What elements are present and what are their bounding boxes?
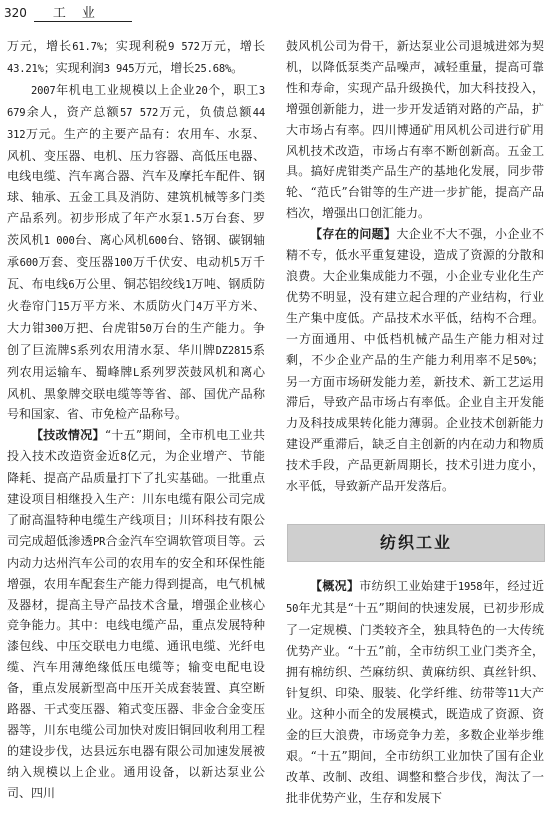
text-run: 万元，增长 [199, 39, 265, 53]
numeric-value: 5 [233, 257, 240, 270]
section-heading-text: 纺织工业 [379, 533, 452, 552]
numeric-value: 57 572 [120, 106, 159, 119]
paragraph-tech-renovation [7, 425, 265, 803]
numeric-value: 50% [513, 354, 532, 367]
right-column-upper [286, 36, 544, 497]
text-run: 鼓风机公司为骨干，新达泵业公司退城进郊为契机，以降低泵类产品噪声，减轻重量，提高可靠性和寿命，实现产品升级换代，加大科技投入，增强创新能力，进一步开发适销对路的产品，扩大市场占有率。四川博通矿用风机公司进行矿用风机技术改造，市场占有率不断创新高。五金工具。搞好虎钳类产品生产的基地化发展，同步带轮、“范氏”台钳等的生产进一步扩能，提高产品档次，增强出口创汇能力。 [286, 39, 544, 221]
numeric-value: 3 679 [7, 84, 265, 119]
text-run: 万台套、罗茨风机 [7, 211, 265, 248]
text-run: 年机电工业规模以上企业 [55, 82, 196, 97]
numeric-value: 300 [44, 322, 64, 335]
text-run: 万千瓦、布电线 [7, 255, 265, 291]
numeric-value: 100 [114, 257, 133, 270]
numeric-value: 11 [507, 687, 520, 700]
text-run: 万吨、钢质防火卷帘门 [7, 276, 265, 313]
numeric-value: 3 945 [103, 62, 135, 75]
running-section-title: 工业 [52, 6, 111, 21]
numeric-value: 43.21% [7, 62, 44, 75]
right-column-lower [286, 576, 544, 809]
numeric-value: 600 [148, 235, 167, 248]
text-run: 个，职工 [207, 82, 259, 97]
text-run: 年尤其是“十五”期间的快速发展，已初步形成了一定规模、门类较齐全，独具特色的一大传统优势产业。“十五”前，全市纺织工业门类齐全，拥有棉纺织、苎麻纺织、黄麻纺织、真丝针织、针复织、印染、服装、化学纤维、纺带等 [286, 600, 544, 700]
text-run: 系列罗茨鼓风机和离心风机、黑象牌交联电缆等等省、部、国优产品称号和国家、省、市免检产品称号。 [7, 364, 265, 422]
text-run: 万千伏安、电动机 [132, 255, 234, 270]
text-run: 台、离心风机 [74, 233, 149, 248]
text-run: ；实现利润 [43, 60, 104, 75]
numeric-value: 2007 [31, 84, 56, 97]
text-run: 万平方米、大力钳 [7, 298, 265, 335]
text-run: 余人，资产总额 [25, 104, 121, 119]
subsection-tag: 【概况】 [310, 579, 360, 593]
subsection-tag: 【技改情况】 [31, 428, 105, 443]
text-run: “十五”期间，全市机电工业共投入技术改造资金近 [7, 428, 265, 464]
section-heading-textile [287, 524, 545, 562]
paragraph-machinery-overview [7, 80, 265, 426]
numeric-value: S [70, 344, 77, 357]
paragraph-profit-continued [7, 36, 265, 80]
text-run: 台、铬钢、碳钢轴承 [7, 233, 265, 270]
text-run: ；实现利税 [102, 39, 169, 53]
text-run: 万平方米、木质防火门 [69, 298, 196, 313]
numeric-value: 9 572 [168, 41, 200, 53]
paragraph-textile-overview [286, 576, 544, 809]
numeric-value: 1 [185, 278, 192, 291]
paragraph-existing-problems [286, 224, 544, 497]
text-run: 年，经过近 [482, 579, 544, 593]
text-run: ；另一方面市场研发能力差，新技术、新工艺运用滞后，导致产品市场占有率低。企业自主开发能力及科技成果转化能力薄弱。企业技术创新能力建设严重滞后，缺乏自主创新的内在动力和物质技术手段，产品更新周期长，技术引进力度小，水平低，导致新产品开发落后。 [286, 352, 544, 494]
subsection-tag: 【存在的问题】 [310, 227, 397, 242]
text-run: 万套、变压器 [37, 255, 115, 270]
page-header [4, 4, 544, 22]
text-run: 万元，增长 [134, 60, 195, 75]
left-column [7, 36, 265, 804]
text-run: 万元。生产的主要产品有：农用车、水泵、风机、变压器、电机、压力容器、高低压电器、电线电缆、汽车离合器、汽车及摩托车配件、钢球、轴承、五金工具及消防、建筑机械等多门类产品系列。初步形成了年产水泵 [7, 126, 265, 226]
numeric-value: 61.7% [72, 41, 103, 53]
numeric-value: PR [93, 535, 106, 548]
numeric-value: 6 [68, 278, 75, 291]
numeric-value: 600 [19, 257, 38, 270]
text-run: 万公里、铜芯铝绞线 [74, 276, 186, 291]
header-rule [34, 21, 132, 22]
numeric-value: 20 [195, 84, 208, 97]
text-run: 。 [231, 60, 244, 75]
paragraph-general-equipment-continued [286, 36, 544, 224]
text-run: 大企业不大不强，小企业不精不专，低水平重复建设，造成了资源的分散和浪费。大企业集成能力不强，小企业专业化生产优势不明显，没有建立起合理的产业结构，行业生产集中度低。产品技术水平低，结构不合理。一方面通用、中低档机械产品生产能力相对过剩，不少企业产品的生产能力利用率不足 [286, 227, 544, 367]
numeric-value: 4 [195, 300, 203, 313]
page-number: 320 [4, 6, 27, 20]
numeric-value: 1958 [457, 581, 483, 593]
text-run: 合金汽车空调软管项目等。云内动力达州汽车公司的农用车的安全和环保性能增强，农用车配套生产能力得到提高，电气机械及器材，提高主导产品技术含量，增强企业核心竞争能力。其中：电线电缆产品，重点发展特种漆包线、中压交联电力电缆、通讯电缆、光纤电缆、汽车用薄绝缘低压电缆等；输变电配电设备，重点发展新型高中压开关成套装置、真空断路器、干式变压器、箱式变压器、非金合金变压器等，川东电缆公司加快对废旧铜回收利用工程的建设步伐，达县远东电器有限公司加速发展被纳入规模以上企业。通用设备，以新达泵业公司、四川 [7, 533, 265, 800]
numeric-value: 8 [120, 451, 127, 464]
numeric-value: 1 000 [43, 235, 75, 248]
text-run: 系列农用清水泵、华川牌 [76, 342, 216, 357]
numeric-value: 25.68% [194, 62, 232, 75]
text-run: 万把、台虎钳 [63, 320, 140, 335]
text-run: 系列农用运输车、蜀峰牌 [7, 342, 265, 379]
numeric-value: 1.5 [183, 213, 202, 226]
text-run: 万元，负债总额 [158, 104, 253, 119]
text-run: 万台的生产能力。争创了巨流牌 [7, 320, 265, 357]
numeric-value: 50 [286, 602, 299, 615]
numeric-value: L [132, 366, 140, 379]
text-run: 市纺织工业始建于 [359, 579, 458, 593]
text-run: 万元，增长 [7, 39, 73, 53]
numeric-value: 50 [139, 322, 152, 335]
text-run: 大产业。这种小而全的发展模式，既造成了资源、资金的巨大浪费，市场竞争力差，多数企业举步维艰。“十五”期间，全市纺织工业加快了国有企业改革、改制、改组、调整和整合步伐，淘汰了一批非优势产业，生存和发展下 [286, 685, 544, 806]
numeric-value: 44 312 [7, 106, 265, 141]
numeric-value: 15 [57, 300, 70, 313]
text-run: 亿元，为企业增产、节能降耗、提高产品质量打下了扎实基础。一批重点建设项目相继投入生产：川东电缆有限公司完成了耐高温特种电缆生产线项目；川环科技有限公司完成超低渗透 [7, 449, 265, 548]
numeric-value: DZ2815 [215, 344, 253, 357]
